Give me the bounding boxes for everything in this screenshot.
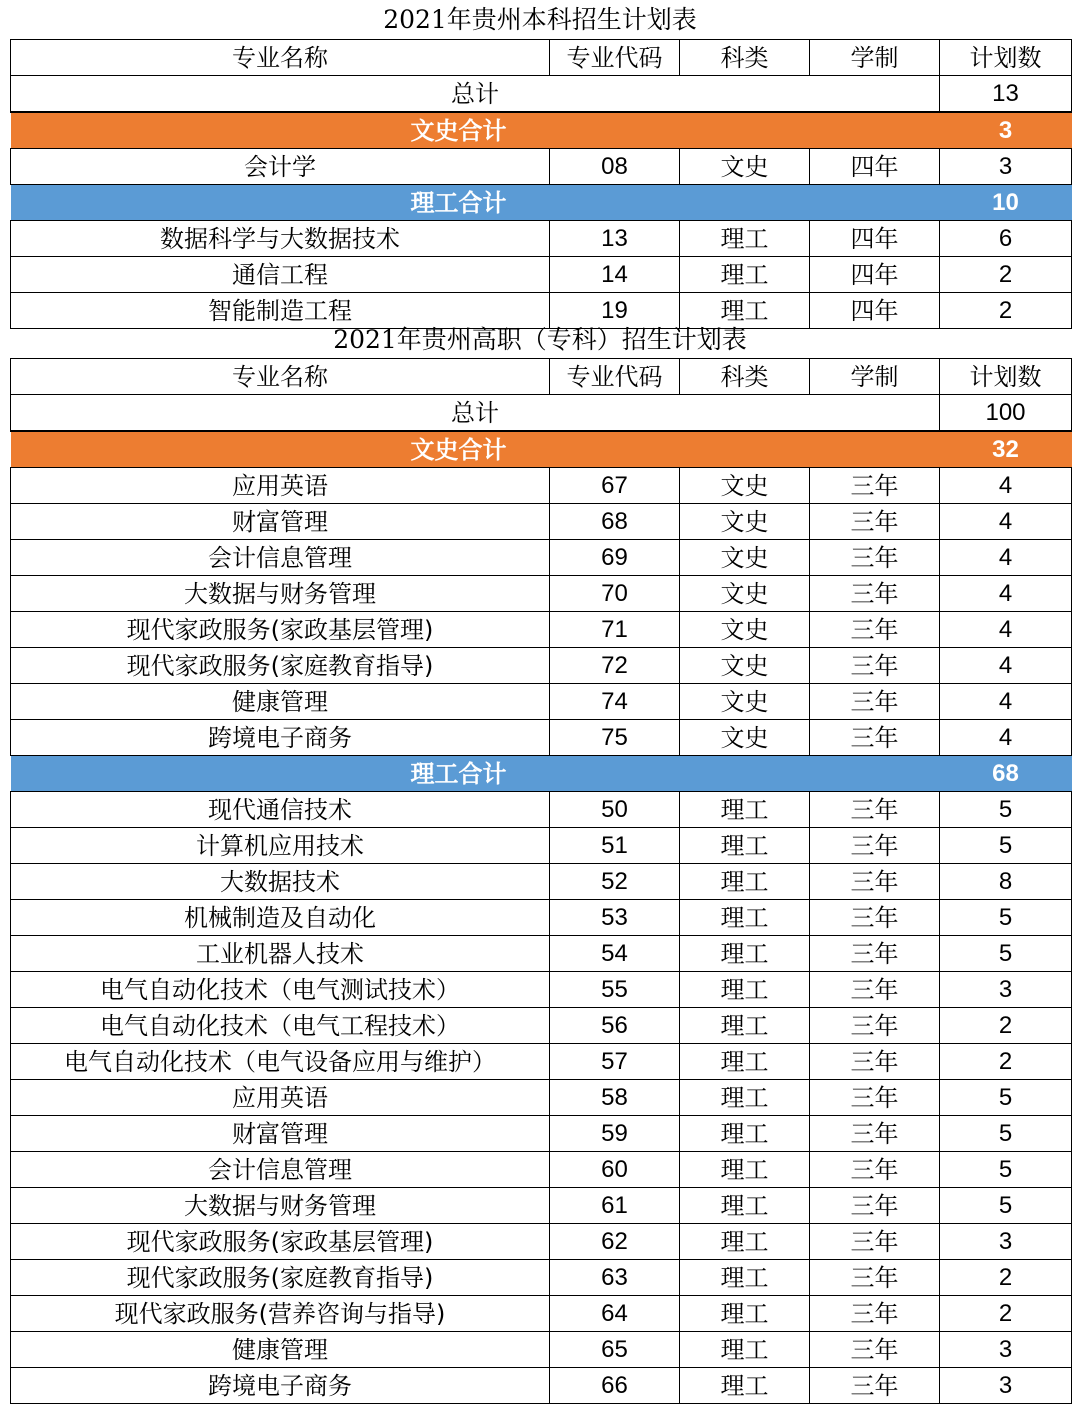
table-row [11,468,1072,504]
major-name-cell: 跨境电子商务 [11,1368,550,1404]
major-code-cell: 67 [550,468,680,504]
category-cell: 理工 [680,1260,810,1296]
duration-cell: 三年 [810,720,940,756]
total-value: 100 [940,395,1072,432]
plan-count-cell: 3 [940,1224,1072,1260]
category-cell: 理工 [680,864,810,900]
table-row [11,149,1072,185]
major-code-cell: 55 [550,972,680,1008]
plan-count-cell: 5 [940,1116,1072,1152]
table-row [11,221,1072,257]
duration-cell: 三年 [810,1080,940,1116]
duration-cell: 三年 [810,540,940,576]
duration-cell: 三年 [810,1332,940,1368]
major-code-cell: 60 [550,1152,680,1188]
major-code-cell: 19 [550,293,680,329]
category-cell: 理工 [680,1332,810,1368]
plan-count-cell: 4 [940,540,1072,576]
header-duration: 学制 [810,40,940,76]
header-category: 科类 [680,359,810,395]
major-name-cell: 现代家政服务(家政基层管理) [11,612,550,648]
category-cell: 理工 [680,1116,810,1152]
major-code-cell: 75 [550,720,680,756]
plan-count-cell: 4 [940,720,1072,756]
table-row [11,1080,1072,1116]
plan-count-cell: 4 [940,504,1072,540]
duration-cell: 三年 [810,684,940,720]
major-name-cell: 计算机应用技术 [11,828,550,864]
category-cell: 文史 [680,504,810,540]
table-row [11,1008,1072,1044]
major-code-cell: 52 [550,864,680,900]
category-cell: 理工 [680,1368,810,1404]
arts-subtotal-label: 文史合计 [11,112,940,149]
duration-cell: 三年 [810,828,940,864]
category-cell: 理工 [680,936,810,972]
major-name-cell: 会计学 [11,149,550,185]
major-name-cell: 会计信息管理 [11,540,550,576]
plan-count-cell: 3 [940,1368,1072,1404]
major-name-cell: 现代家政服务(家政基层管理) [11,1224,550,1260]
plan-count-cell: 2 [940,257,1072,293]
arts-subtotal-value: 32 [940,431,1072,468]
plan-count-cell: 2 [940,1296,1072,1332]
header-major-name: 专业名称 [11,40,550,76]
major-code-cell: 64 [550,1296,680,1332]
major-name-cell: 工业机器人技术 [11,936,550,972]
plan-count-cell: 5 [940,1152,1072,1188]
category-cell: 文史 [680,648,810,684]
undergrad-plan-table [10,39,1072,329]
major-name-cell: 现代家政服务(家庭教育指导) [11,1260,550,1296]
header-plan-count: 计划数 [940,359,1072,395]
duration-cell: 三年 [810,1188,940,1224]
arts-subtotal-label: 文史合计 [11,431,940,468]
table-row [11,1224,1072,1260]
major-name-cell: 电气自动化技术（电气设备应用与维护） [11,1044,550,1080]
total-row [11,395,1072,432]
major-name-cell: 现代通信技术 [11,792,550,828]
category-cell: 文史 [680,576,810,612]
category-cell: 理工 [680,972,810,1008]
plan-count-cell: 4 [940,684,1072,720]
arts-subtotal-row [11,431,1072,468]
major-name-cell: 会计信息管理 [11,1152,550,1188]
plan-count-cell: 5 [940,1080,1072,1116]
science-subtotal-label: 理工合计 [11,185,940,221]
category-cell: 理工 [680,1224,810,1260]
plan-count-cell: 6 [940,221,1072,257]
total-label: 总计 [11,76,940,113]
category-cell: 文史 [680,149,810,185]
category-cell: 理工 [680,1044,810,1080]
major-code-cell: 13 [550,221,680,257]
major-name-cell: 通信工程 [11,257,550,293]
major-name-cell: 应用英语 [11,1080,550,1116]
science-subtotal-value: 68 [940,756,1072,792]
table-row [11,900,1072,936]
major-code-cell: 74 [550,684,680,720]
duration-cell: 四年 [810,293,940,329]
arts-subtotal-row [11,112,1072,149]
table-row [11,540,1072,576]
science-subtotal-value: 10 [940,185,1072,221]
table-row [11,1188,1072,1224]
vocational-plan-table [10,358,1072,1404]
plan-count-cell: 5 [940,1188,1072,1224]
plan-count-cell: 4 [940,576,1072,612]
header-row [11,359,1072,395]
duration-cell: 三年 [810,504,940,540]
major-code-cell: 50 [550,792,680,828]
plan-count-cell: 2 [940,293,1072,329]
duration-cell: 三年 [810,972,940,1008]
header-duration: 学制 [810,359,940,395]
header-category: 科类 [680,40,810,76]
category-cell: 理工 [680,1008,810,1044]
table-row [11,864,1072,900]
duration-cell: 三年 [810,648,940,684]
total-value: 13 [940,76,1072,113]
category-cell: 理工 [680,1152,810,1188]
table-row [11,1260,1072,1296]
major-code-cell: 51 [550,828,680,864]
category-cell: 文史 [680,684,810,720]
major-name-cell: 现代家政服务(营养咨询与指导) [11,1296,550,1332]
duration-cell: 三年 [810,1368,940,1404]
major-code-cell: 72 [550,648,680,684]
table-row [11,257,1072,293]
major-code-cell: 59 [550,1116,680,1152]
table-row [11,1332,1072,1368]
duration-cell: 三年 [810,1008,940,1044]
table-row [11,576,1072,612]
table-row [11,1296,1072,1332]
table-row [11,1044,1072,1080]
table-row [11,504,1072,540]
category-cell: 理工 [680,900,810,936]
science-subtotal-row [11,185,1072,221]
duration-cell: 四年 [810,257,940,293]
science-subtotal-row [11,756,1072,792]
plan-count-cell: 5 [940,900,1072,936]
table-row [11,1368,1072,1404]
plan-count-cell: 3 [940,149,1072,185]
major-code-cell: 61 [550,1188,680,1224]
major-code-cell: 71 [550,612,680,648]
duration-cell: 三年 [810,1116,940,1152]
category-cell: 文史 [680,540,810,576]
duration-cell: 三年 [810,864,940,900]
duration-cell: 三年 [810,1152,940,1188]
duration-cell: 四年 [810,221,940,257]
major-code-cell: 63 [550,1260,680,1296]
major-code-cell: 57 [550,1044,680,1080]
header-major-code: 专业代码 [550,359,680,395]
major-name-cell: 大数据与财务管理 [11,1188,550,1224]
duration-cell: 三年 [810,936,940,972]
major-code-cell: 68 [550,504,680,540]
major-name-cell: 智能制造工程 [11,293,550,329]
header-row [11,40,1072,76]
category-cell: 理工 [680,293,810,329]
table-row [11,972,1072,1008]
duration-cell: 三年 [810,900,940,936]
total-row [11,76,1072,113]
duration-cell: 三年 [810,468,940,504]
major-code-cell: 58 [550,1080,680,1116]
duration-cell: 三年 [810,612,940,648]
major-code-cell: 70 [550,576,680,612]
major-code-cell: 69 [550,540,680,576]
category-cell: 文史 [680,468,810,504]
table-row [11,1152,1072,1188]
category-cell: 理工 [680,1188,810,1224]
duration-cell: 三年 [810,576,940,612]
major-name-cell: 健康管理 [11,684,550,720]
plan-count-cell: 2 [940,1260,1072,1296]
major-code-cell: 56 [550,1008,680,1044]
major-name-cell: 应用英语 [11,468,550,504]
duration-cell: 四年 [810,149,940,185]
undergrad-table-title: 2021年贵州本科招生计划表 [383,5,697,34]
plan-count-cell: 4 [940,612,1072,648]
plan-count-cell: 5 [940,828,1072,864]
duration-cell: 三年 [810,792,940,828]
major-code-cell: 54 [550,936,680,972]
major-name-cell: 大数据与财务管理 [11,576,550,612]
vocational-table-title: 2021年贵州高职（专科）招生计划表 [333,325,747,354]
header-major-code: 专业代码 [550,40,680,76]
plan-count-cell: 3 [940,972,1072,1008]
plan-count-cell: 5 [940,936,1072,972]
table-row [11,720,1072,756]
major-name-cell: 数据科学与大数据技术 [11,221,550,257]
major-code-cell: 62 [550,1224,680,1260]
category-cell: 文史 [680,612,810,648]
major-name-cell: 电气自动化技术（电气测试技术） [11,972,550,1008]
plan-count-cell: 4 [940,648,1072,684]
category-cell: 理工 [680,221,810,257]
header-plan-count: 计划数 [940,40,1072,76]
category-cell: 文史 [680,720,810,756]
duration-cell: 三年 [810,1224,940,1260]
plan-count-cell: 2 [940,1044,1072,1080]
table-row [11,936,1072,972]
science-subtotal-label: 理工合计 [11,756,940,792]
header-major-name: 专业名称 [11,359,550,395]
table-row [11,648,1072,684]
major-code-cell: 66 [550,1368,680,1404]
duration-cell: 三年 [810,1044,940,1080]
plan-count-cell: 3 [940,1332,1072,1368]
duration-cell: 三年 [810,1296,940,1332]
plan-count-cell: 8 [940,864,1072,900]
table-row [11,792,1072,828]
major-code-cell: 65 [550,1332,680,1368]
category-cell: 理工 [680,257,810,293]
major-name-cell: 电气自动化技术（电气工程技术） [11,1008,550,1044]
table-row [11,612,1072,648]
table-row [11,828,1072,864]
category-cell: 理工 [680,828,810,864]
table-row [11,293,1072,329]
category-cell: 理工 [680,1296,810,1332]
major-name-cell: 现代家政服务(家庭教育指导) [11,648,550,684]
major-name-cell: 财富管理 [11,504,550,540]
major-code-cell: 08 [550,149,680,185]
plan-count-cell: 5 [940,792,1072,828]
total-label: 总计 [11,395,940,432]
major-code-cell: 14 [550,257,680,293]
major-code-cell: 53 [550,900,680,936]
major-name-cell: 大数据技术 [11,864,550,900]
category-cell: 理工 [680,792,810,828]
major-name-cell: 跨境电子商务 [11,720,550,756]
duration-cell: 三年 [810,1260,940,1296]
plan-count-cell: 2 [940,1008,1072,1044]
major-name-cell: 机械制造及自动化 [11,900,550,936]
plan-count-cell: 4 [940,468,1072,504]
table-row [11,1116,1072,1152]
major-name-cell: 健康管理 [11,1332,550,1368]
category-cell: 理工 [680,1080,810,1116]
arts-subtotal-value: 3 [940,112,1072,149]
table-row [11,684,1072,720]
major-name-cell: 财富管理 [11,1116,550,1152]
